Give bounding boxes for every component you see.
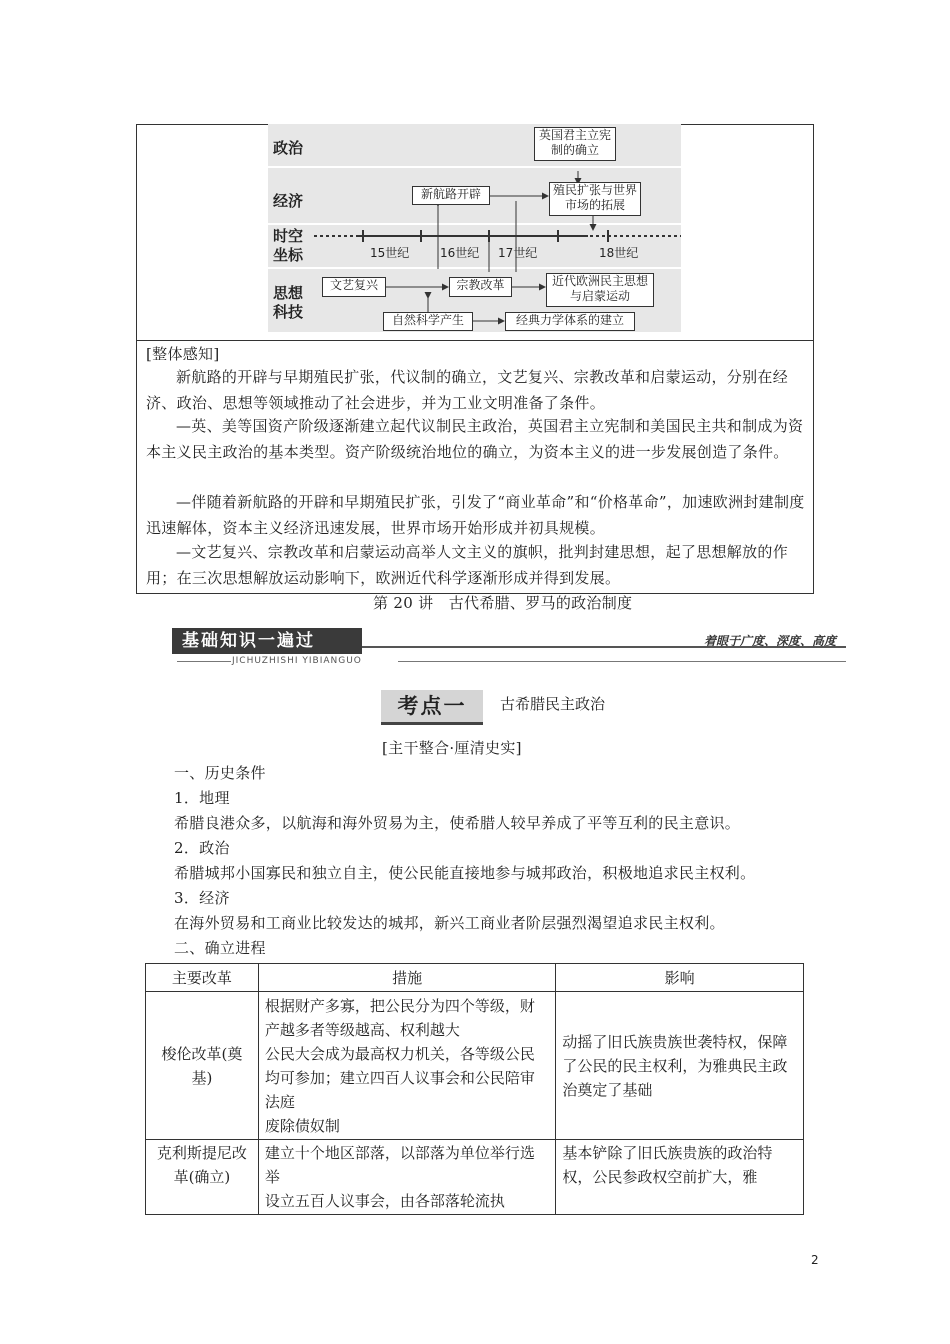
timeline-diagram xyxy=(268,124,681,332)
box-new-sea-route: 新航路开辟 xyxy=(412,186,490,205)
reform-measures xyxy=(258,992,556,1140)
century-17: 17世纪 xyxy=(498,246,538,260)
row-label-politics: 政治 xyxy=(272,139,303,157)
condition-1-text: 希腊良港众多，以航海和海外贸易为主，使希腊人较早养成了平等互利的民主意识。 xyxy=(174,814,741,832)
box-colonial-expansion: 殖民扩张与世界市场的拓展 xyxy=(549,182,641,216)
measure-item: 设立五百人议事会，由各部落轮流执 xyxy=(264,1192,505,1210)
reforms-table xyxy=(145,963,804,1215)
row-label-thought: 思想科技 xyxy=(272,284,303,321)
condition-3-title: 3．经济 xyxy=(174,889,230,907)
measure-item: 公民大会成为最高权力机关，各等级公民均可参加；建立四百人议事会和公民陪审法庭 xyxy=(264,1044,535,1111)
banner-motto: 着眼于广度、深度、高度 xyxy=(704,634,837,648)
header-impact: 影响 xyxy=(556,964,804,992)
box-enlightenment: 近代欧洲民主思想与启蒙运动 xyxy=(546,273,654,307)
overview-paragraph-1: 新航路的开辟与早期殖民扩张，代议制的确立，文艺复兴、宗教改革和启蒙运动，分别在经济、政治、思想等领域推动了社会进步，并为工业文明准备了条件。 xyxy=(146,368,789,412)
century-16: 16世纪 xyxy=(440,246,480,260)
box-renaissance: 文艺复兴 xyxy=(322,277,386,297)
reform-name: 克利斯提尼改革(确立) xyxy=(146,1140,259,1215)
condition-2-text: 希腊城邦小国寡民和独立自主，使公民能直接地参与城邦政治，积极地追求民主权利。 xyxy=(174,864,756,882)
overview-label: [整体感知] xyxy=(146,345,220,363)
banner-title: 基础知识一遍过 xyxy=(172,628,362,654)
subhead: [主干整合·厘清史实] xyxy=(382,739,522,757)
reform-name: 梭伦改革(奠基) xyxy=(146,992,259,1140)
header-reform: 主要改革 xyxy=(146,964,259,992)
box-classical-mechanics: 经典力学体系的建立 xyxy=(505,312,635,331)
measure-item: 建立十个地区部落，以部落为单位举行选举 xyxy=(264,1144,535,1186)
table-row xyxy=(146,992,804,1140)
box-uk-constitutional-monarchy: 英国君主立宪制的确立 xyxy=(534,127,616,161)
header-measures: 措施 xyxy=(258,964,556,992)
reform-impact: 基本铲除了旧氏族贵族的政治特权，公民参政权空前扩大，雅 xyxy=(556,1140,804,1215)
measure-item: 根据财产多寡，把公民分为四个等级，财产越多者等级越高、权利越大 xyxy=(264,996,535,1039)
condition-1-title: 1．地理 xyxy=(174,789,230,807)
banner-underline-left xyxy=(177,661,231,662)
overview-paragraph-2: —英、美等国资产阶级逐渐建立起代议制民主政治，英国君主立宪制和美国民主共和制成为资本主义民主政治的基本类型。资产阶级统治地位的确立，为资本主义的进一步发展创造了条件。 xyxy=(146,417,804,461)
page-number: 2 xyxy=(811,1253,819,1267)
frame-divider xyxy=(136,340,814,341)
kaodian-badge: 考点一 xyxy=(381,690,483,725)
condition-2-title: 2．政治 xyxy=(174,839,230,857)
banner-underline-right xyxy=(398,661,846,662)
condition-3-text: 在海外贸易和工商业比较发达的城邦，新兴工商业者阶层强烈渴望追求民主权利。 xyxy=(174,914,725,932)
row-label-economy: 经济 xyxy=(272,192,303,210)
overview-paragraph-3: —伴随着新航路的开辟和早期殖民扩张，引发了“商业革命”和“价格革命”，加速欧洲封建制度迅速解体，资本主义经济迅速发展，世界市场开始形成并初具规模。 xyxy=(146,493,805,537)
overview-paragraph-4: —文艺复兴、宗教改革和启蒙运动高举人文主义的旗帜，批判封建思想，起了思想解放的作用；在三次思想解放运动影响下，欧洲近代科学逐渐形成并得到发展。 xyxy=(146,543,789,587)
century-15: 15世纪 xyxy=(370,246,410,260)
table-header-row xyxy=(146,964,804,992)
box-reformation: 宗教改革 xyxy=(449,277,512,297)
section1-heading: 一、历史条件 xyxy=(174,764,266,782)
banner-pinyin: JICHUZHISHI YIBIANGUO xyxy=(232,656,362,666)
reform-measures xyxy=(258,1140,556,1215)
section2-heading: 二、确立进程 xyxy=(174,939,266,957)
reform-impact: 动摇了旧氏族贵族世袭特权，保障了公民的民主权利，为雅典民主政治奠定了基础 xyxy=(556,992,804,1140)
box-natural-science: 自然科学产生 xyxy=(383,312,473,331)
table-row xyxy=(146,1140,804,1215)
measure-item: 废除债奴制 xyxy=(264,1116,340,1135)
kaodian-title: 古希腊民主政治 xyxy=(500,695,606,713)
century-18: 18世纪 xyxy=(599,246,639,260)
lecture-title: 第 20 讲 古代希腊、罗马的政治制度 xyxy=(373,594,633,612)
row-label-timeline: 时空坐标 xyxy=(272,227,303,264)
